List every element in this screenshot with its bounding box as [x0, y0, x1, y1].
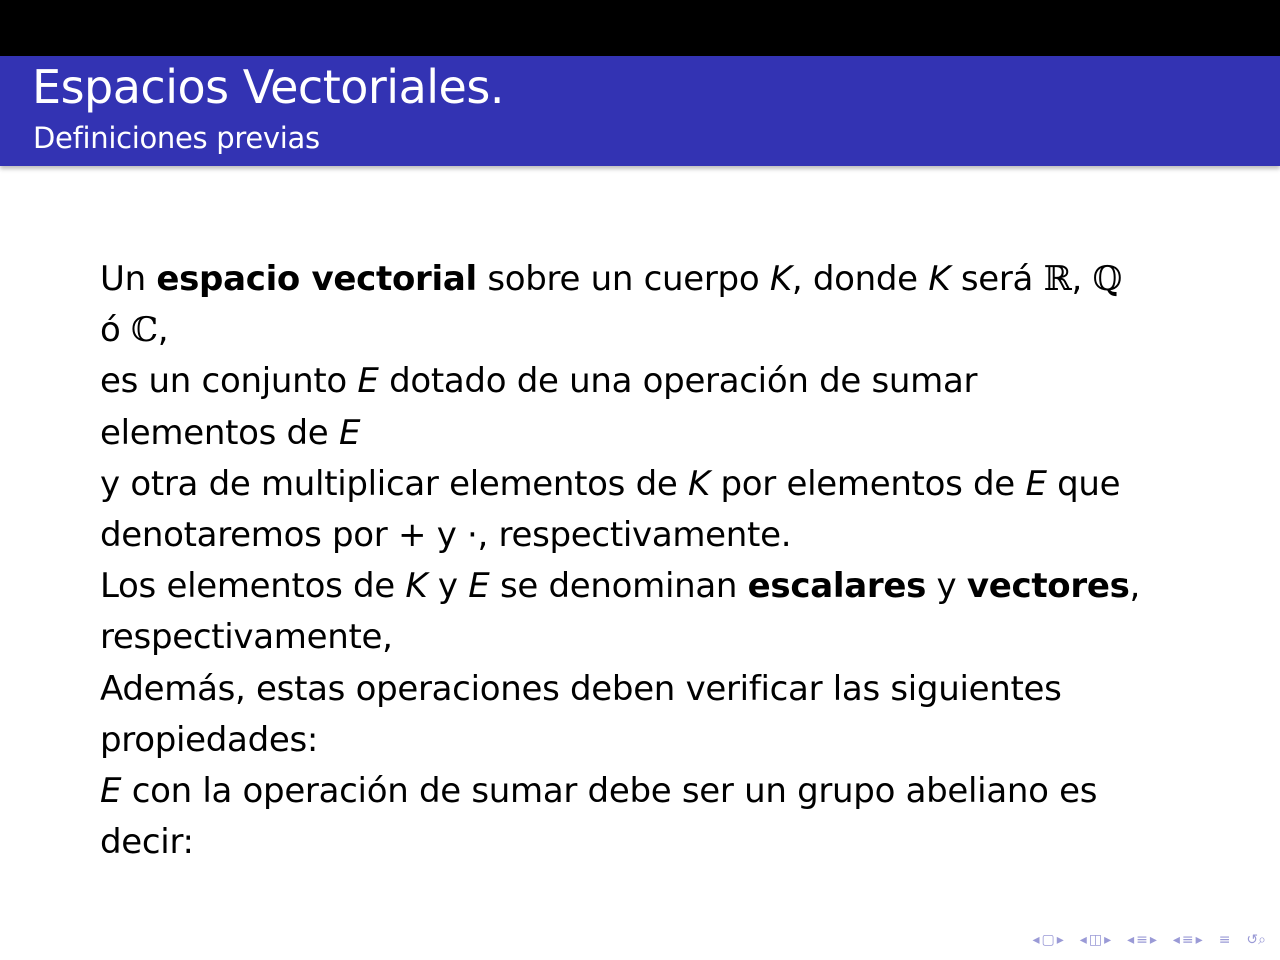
subsection-icon[interactable]: ≡ [1181, 932, 1194, 948]
body-line: Los elementos de K y E se denominan escalares y vectores, [100, 566, 1141, 607]
complex-symbol: ℂ [131, 310, 158, 351]
prev-frame-icon[interactable]: ◂ [1032, 932, 1040, 948]
prev-subsection-frame-icon[interactable]: ◂ [1079, 932, 1087, 948]
body-line: decir: [100, 822, 194, 863]
body-line: elementos de E [100, 412, 361, 453]
term-vectores: vectores [966, 566, 1130, 607]
frame-icon[interactable]: ▢ [1041, 932, 1055, 948]
body-line: denotaremos por + y ·, respectivamente. [100, 514, 792, 555]
rationals-symbol: ℚ [1092, 259, 1122, 299]
next-subsection-frame-icon[interactable]: ▸ [1104, 932, 1112, 948]
top-black-bar [0, 0, 1280, 56]
frame-title: Espacios Vectoriales. [32, 60, 504, 114]
body-line: ó ℂ, [100, 310, 169, 351]
next-subsection-icon[interactable]: ▸ [1195, 932, 1203, 948]
body-line: respectivamente, [100, 617, 393, 658]
table-of-contents-icon[interactable]: ≡ [1218, 932, 1231, 948]
frame-title-bar [0, 56, 1280, 166]
subsection-frames-icon[interactable]: ◫ [1088, 932, 1103, 948]
term-espacio-vectorial: espacio vectorial [156, 259, 477, 299]
body-line: Un espacio vectorial sobre un cuerpo K, donde K será ℝ, ℚ [100, 259, 1122, 299]
prev-section-icon[interactable]: ◂ [1127, 932, 1135, 948]
body-line: propiedades: [100, 719, 319, 760]
prev-subsection-icon[interactable]: ◂ [1172, 932, 1180, 948]
next-frame-icon[interactable]: ▸ [1056, 932, 1064, 948]
section-icon[interactable]: ≡ [1136, 932, 1148, 948]
beamer-navigation [1033, 928, 1267, 952]
reals-symbol: ℝ [1043, 259, 1072, 299]
body-line: E con la operación de sumar debe ser un grupo abeliano es [100, 770, 1098, 811]
slide-body [100, 254, 1200, 868]
body-line: Además, estas operaciones deben verificar las siguientes [100, 668, 1062, 709]
body-line: y otra de multiplicar elementos de K por elementos de E que [100, 463, 1121, 504]
back-search-icon[interactable]: ↺⌕ [1246, 932, 1266, 948]
body-line: es un conjunto E dotado de una operación de sumar [100, 361, 978, 402]
next-section-icon[interactable]: ▸ [1149, 932, 1157, 948]
term-escalares: escalares [747, 566, 927, 607]
frame-subtitle: Definiciones previas [33, 121, 320, 155]
